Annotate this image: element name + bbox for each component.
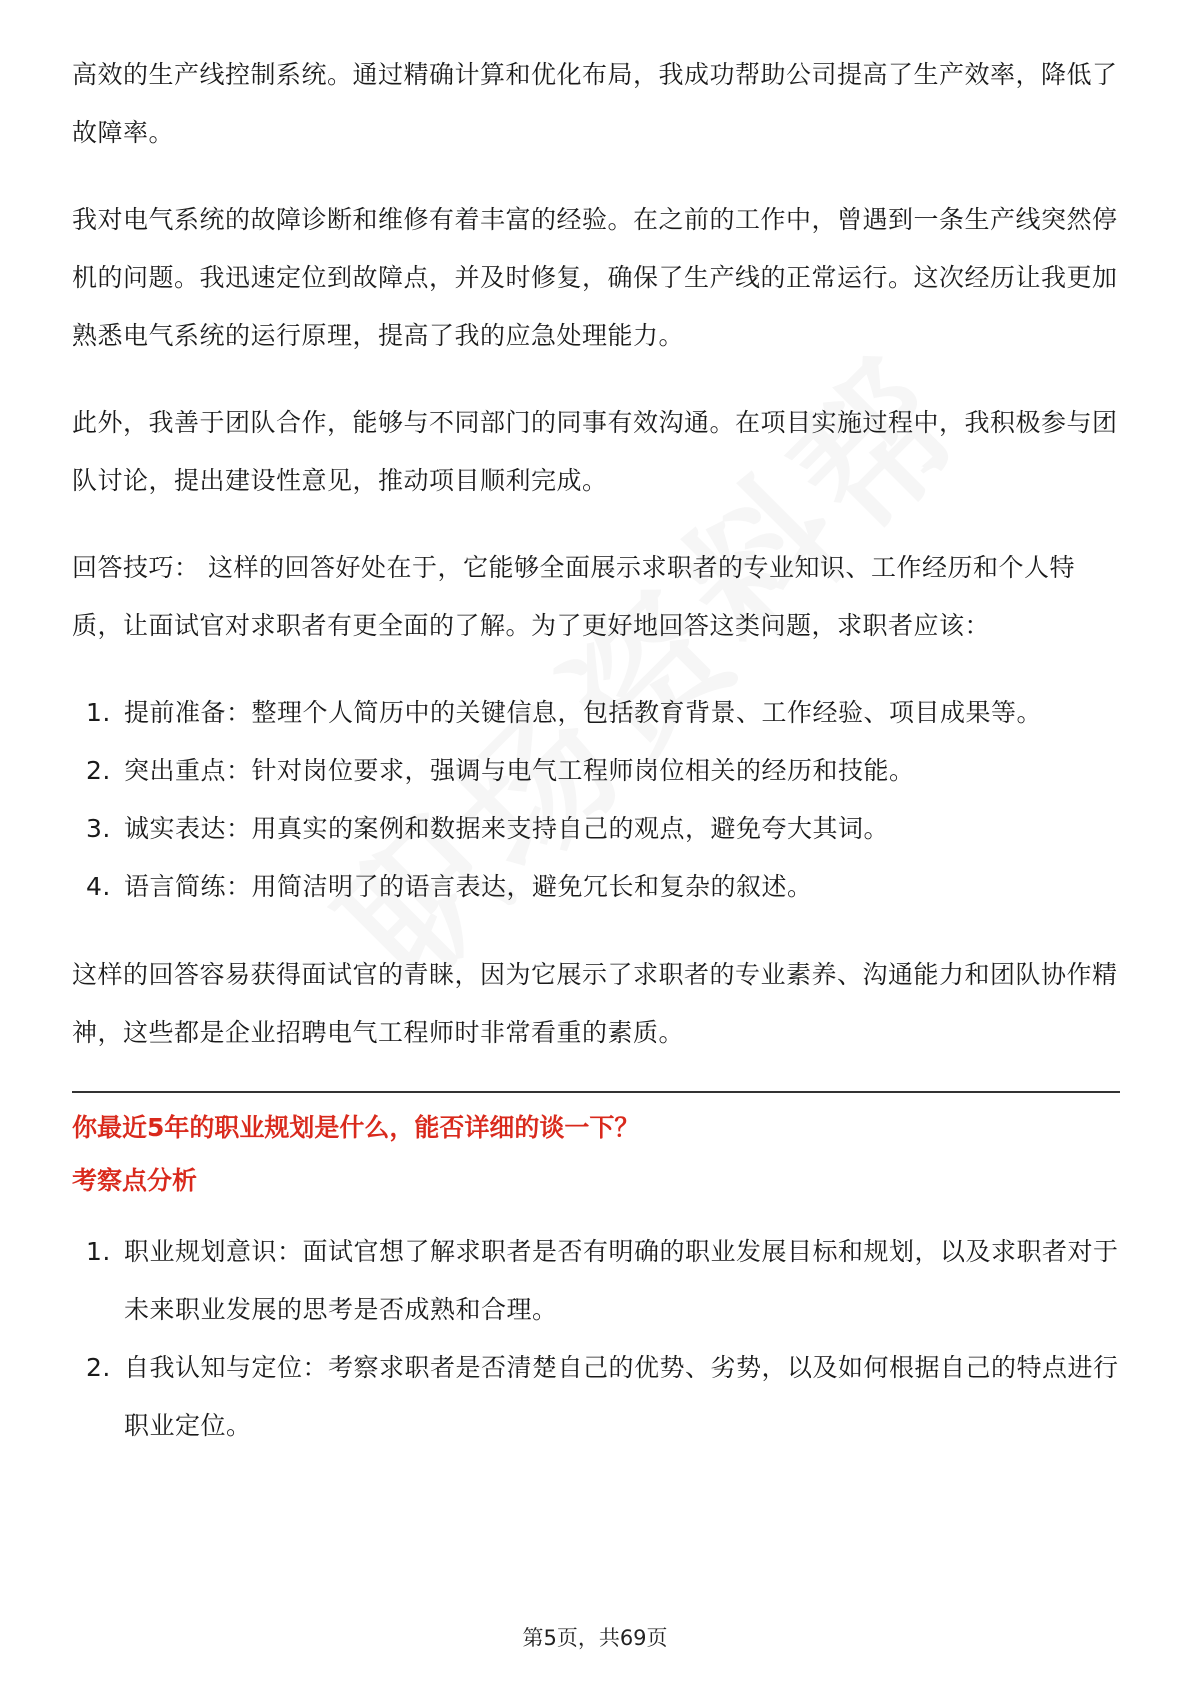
paragraph-3: 此外，我善于团队合作，能够与不同部门的同事有效沟通。在项目实施过程中，我积极参与团队讨论，提出建设性意见，推动项目顺利完成。	[72, 408, 1118, 495]
analysis-list	[72, 1223, 1122, 1455]
list-item-text: 自我认知与定位：考察求职者是否清楚自己的优势、劣势，以及如何根据自己的特点进行职业定位。	[124, 1353, 1119, 1440]
list-item-text: 职业规划意识：面试官想了解求职者是否有明确的职业发展目标和规划，以及求职者对于未来职业发展的思考是否成熟和合理。	[124, 1237, 1119, 1324]
list-number: 1.	[86, 1237, 111, 1266]
list-item	[72, 800, 1122, 858]
question-heading: 你最近5年的职业规划是什么，能否详细的谈一下？	[72, 1113, 640, 1142]
list-item-text: 提前准备：整理个人简历中的关键信息，包括教育背景、工作经验、项目成果等。	[124, 698, 1043, 727]
list-item-text: 语言简练：用简洁明了的语言表达，避免冗长和复杂的叙述。	[124, 872, 813, 901]
list-item-text: 诚实表达：用真实的案例和数据来支持自己的观点，避免夸大其词。	[124, 814, 890, 843]
list-item	[72, 1223, 1122, 1339]
list-item	[72, 858, 1122, 916]
paragraph-1: 高效的生产线控制系统。通过精确计算和优化布局，我成功帮助公司提高了生产效率，降低了故障率。	[72, 60, 1118, 147]
list-item-text: 突出重点：针对岗位要求，强调与电气工程师岗位相关的经历和技能。	[124, 756, 915, 785]
list-number: 3.	[86, 814, 111, 843]
list-item	[72, 1339, 1122, 1455]
summary-paragraph: 这样的回答容易获得面试官的青睐，因为它展示了求职者的专业素养、沟通能力和团队协作精神，这些都是企业招聘电气工程师时非常看重的素质。	[72, 960, 1118, 1047]
answer-tips-paragraph: 回答技巧： 这样的回答好处在于，它能够全面展示求职者的专业知识、工作经历和个人特质，让面试官对求职者有更全面的了解。为了更好地回答这类问题，求职者应该：	[72, 553, 1075, 640]
list-number: 2.	[86, 1353, 111, 1382]
list-number: 2.	[86, 756, 111, 785]
analysis-subheading: 考察点分析	[72, 1166, 198, 1195]
tips-list	[72, 684, 1122, 916]
list-number: 1.	[86, 698, 111, 727]
page-footer: 第5页，共69页	[522, 1626, 668, 1650]
section-divider	[72, 1091, 1120, 1093]
list-item	[72, 742, 1122, 800]
list-number: 4.	[86, 872, 111, 901]
list-item	[72, 684, 1122, 742]
document-body	[72, 46, 1122, 1485]
paragraph-2: 我对电气系统的故障诊断和维修有着丰富的经验。在之前的工作中，曾遇到一条生产线突然停机的问题。我迅速定位到故障点，并及时修复，确保了生产线的正常运行。这次经历让我更加熟悉电气系统的运行原理，提高了我的应急处理能力。	[72, 205, 1118, 350]
